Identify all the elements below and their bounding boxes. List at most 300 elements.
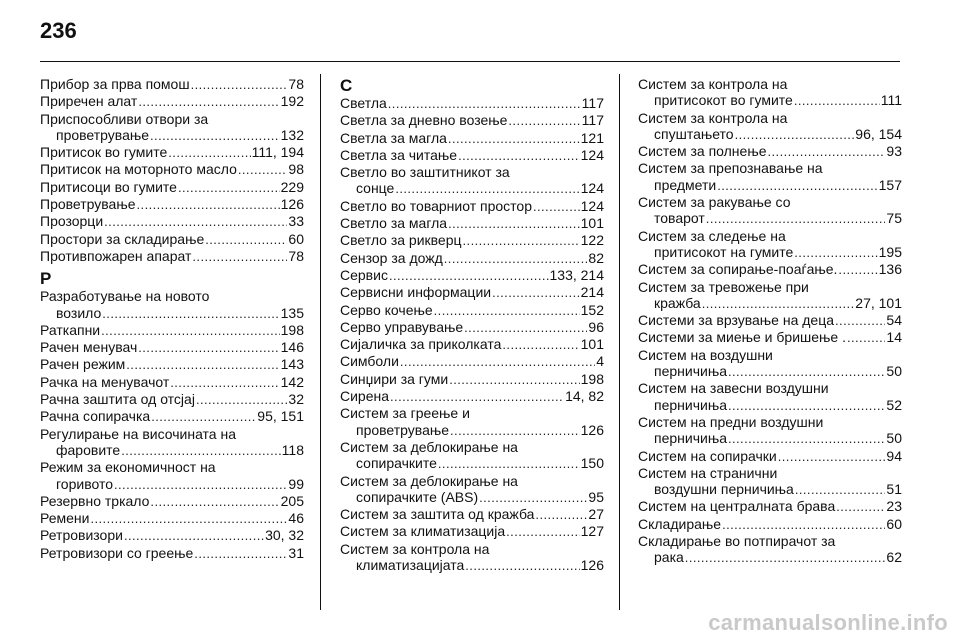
dot-leader <box>794 244 877 261</box>
index-entry <box>638 312 902 329</box>
index-entry <box>340 541 604 575</box>
dot-leader <box>104 213 287 230</box>
index-entry-line <box>40 426 304 442</box>
dot-leader <box>838 261 877 278</box>
index-entry <box>40 111 304 145</box>
index-entry-line <box>40 305 304 322</box>
index-term: Светло за рикверц <box>340 232 462 249</box>
index-entry <box>40 144 304 161</box>
index-page-ref: 32 <box>288 391 304 408</box>
index-column-1 <box>40 76 304 562</box>
index-term: Систем за контрола на <box>638 76 788 92</box>
index-page-ref: 124 <box>580 146 604 163</box>
index-entry <box>340 353 604 370</box>
index-entry <box>638 498 902 515</box>
index-term: Проветрување <box>40 196 136 213</box>
index-entry-line <box>638 430 902 447</box>
index-term: перничиња <box>654 396 727 413</box>
index-entry <box>340 147 604 164</box>
index-entry-line <box>340 284 604 301</box>
index-entry-line <box>40 248 304 265</box>
index-term: Светло во заштитникот за <box>340 164 510 181</box>
index-term: Прозорци <box>40 213 104 230</box>
index-entry <box>638 110 902 144</box>
index-entry-line <box>340 422 604 439</box>
index-page-ref: 142 <box>280 373 304 390</box>
dot-leader <box>479 489 587 506</box>
dot-leader <box>465 557 579 574</box>
index-term: Приспособливи отвори за <box>40 110 209 127</box>
dot-leader <box>205 231 287 248</box>
dot-leader <box>138 339 279 356</box>
index-entry <box>340 130 604 147</box>
index-page-ref: 135 <box>280 304 304 321</box>
dot-leader <box>137 196 280 213</box>
dot-leader <box>706 210 886 227</box>
index-entry-line <box>40 161 304 178</box>
index-term: Рачен режим <box>40 356 126 373</box>
index-term: проветрување <box>356 421 450 438</box>
index-page-ref: 126 <box>580 557 604 574</box>
index-term: Систем за деблокирање на <box>340 472 518 489</box>
column-divider <box>619 74 620 610</box>
index-term: Систем на завесни воздушни <box>638 380 829 397</box>
index-term: Простори за складирање <box>40 230 205 247</box>
index-entry-line <box>40 356 304 373</box>
dot-leader <box>449 371 579 388</box>
index-entry <box>40 248 304 265</box>
index-entry-line <box>340 164 604 180</box>
index-term: Систем за греење и <box>340 405 470 422</box>
index-entry <box>40 391 304 408</box>
dot-leader <box>150 493 279 510</box>
index-page-ref: 93 <box>886 143 902 160</box>
index-term: Складирање <box>638 515 722 532</box>
dot-leader <box>722 516 885 533</box>
dot-leader <box>448 130 580 147</box>
index-term: Притисок во гумите <box>40 144 168 161</box>
dot-leader <box>90 510 287 527</box>
index-page-ref: 214 <box>580 284 604 301</box>
dot-leader <box>389 267 549 284</box>
index-entry-line <box>40 231 304 248</box>
dot-leader <box>508 112 580 129</box>
header-rule <box>40 61 900 62</box>
index-term: Систем на предни воздушни <box>638 413 824 430</box>
dot-leader <box>191 76 288 93</box>
dot-leader <box>685 549 886 566</box>
index-column-2 <box>340 76 604 574</box>
index-entry-line <box>340 319 604 336</box>
index-entry <box>40 231 304 248</box>
index-entry <box>638 160 902 194</box>
index-entry-line <box>340 232 604 249</box>
index-entry-line <box>40 179 304 196</box>
index-entry-line <box>340 215 604 232</box>
dot-leader <box>702 295 855 312</box>
index-page-ref: 50 <box>886 363 902 380</box>
index-entry-line <box>40 111 304 127</box>
index-term: Систем на странични <box>638 464 778 481</box>
dot-leader <box>464 319 587 336</box>
index-page-ref: 50 <box>886 430 902 447</box>
index-term: Систем на воздушни <box>638 346 773 363</box>
index-entry <box>638 143 902 160</box>
dot-leader <box>768 143 886 160</box>
index-page-ref: 117 <box>581 95 604 111</box>
dot-leader <box>121 442 280 459</box>
index-entry-line <box>638 194 902 210</box>
index-entry-line <box>638 228 902 244</box>
index-term: Систем за препознавање на <box>638 160 823 177</box>
index-page-ref: 124 <box>580 197 604 214</box>
index-page-ref: 192 <box>280 93 304 110</box>
index-entry-line <box>340 371 604 388</box>
index-term: Складирање во потпирачот за <box>638 533 836 550</box>
index-entry-line <box>340 455 604 472</box>
index-entry-line <box>40 527 304 544</box>
index-page-ref: 146 <box>280 339 304 356</box>
dot-leader <box>533 198 580 215</box>
index-term: фаровите <box>56 441 121 458</box>
dot-leader <box>434 302 580 319</box>
index-term: Светло за магла <box>340 215 448 232</box>
index-page-ref: 198 <box>280 321 304 338</box>
index-entry-line <box>340 405 604 421</box>
index-page-ref: 229 <box>280 178 304 195</box>
index-entry-line <box>40 493 304 510</box>
index-entry-line <box>340 506 604 523</box>
index-page-ref: 46 <box>288 510 304 527</box>
index-entry-line <box>638 177 902 194</box>
index-page-ref: 82 <box>588 249 604 266</box>
index-page-ref: 94 <box>886 447 902 464</box>
index-entry <box>638 448 902 465</box>
index-entry-line <box>340 250 604 267</box>
dot-leader <box>168 144 250 161</box>
index-entry-line <box>638 414 902 430</box>
index-entry-line <box>638 347 902 363</box>
index-page-ref: 14, 82 <box>565 388 604 405</box>
index-entry-line <box>638 295 902 312</box>
index-entry <box>40 459 304 493</box>
index-term: Прибор за прва помош <box>40 76 190 92</box>
index-entry <box>40 426 304 460</box>
index-page-ref: 30, 32 <box>265 527 304 544</box>
index-entry-line <box>340 302 604 319</box>
index-page-ref: 157 <box>878 176 902 193</box>
index-entry-line <box>40 93 304 110</box>
index-entry <box>40 161 304 178</box>
index-term: Систем за заштита од кражба <box>340 506 535 523</box>
index-term: Ремени <box>40 510 90 527</box>
index-entry <box>340 232 604 249</box>
index-entry-line <box>340 353 604 370</box>
index-entry-line <box>340 473 604 489</box>
index-term: Ретровизори <box>40 527 123 544</box>
index-page-ref: 111, 194 <box>251 144 304 161</box>
index-page-ref: 122 <box>580 232 604 249</box>
dot-leader <box>395 180 579 197</box>
index-page-ref: 124 <box>580 180 604 197</box>
index-entry-line <box>638 143 902 160</box>
index-term: возило <box>56 304 102 321</box>
index-term: Режим за економичност на <box>40 459 216 476</box>
index-page-ref: 127 <box>580 523 604 540</box>
index-page-ref: 31 <box>288 544 304 561</box>
index-page-ref: 101 <box>580 336 604 353</box>
index-entry-line <box>638 549 902 566</box>
index-term: Систем за климатизација <box>340 523 506 540</box>
index-entry <box>638 414 902 448</box>
index-letter-heading: С <box>340 76 353 95</box>
dot-leader <box>835 312 885 329</box>
index-entry-line <box>40 391 304 408</box>
index-term: проветрување <box>56 126 150 143</box>
index-entry-line <box>40 288 304 304</box>
index-term: Серво управување <box>340 318 464 335</box>
index-term: Светло во товарниот простор <box>340 197 532 214</box>
index-entry-line <box>340 147 604 164</box>
dot-leader <box>728 363 885 380</box>
index-page-ref: 152 <box>580 301 604 318</box>
index-page-ref: 136 <box>878 261 902 278</box>
index-entry-line <box>638 329 902 346</box>
index-entry-line <box>638 279 902 295</box>
index-entry <box>638 380 902 414</box>
dot-leader <box>794 92 880 109</box>
index-term: Рачен менувач <box>40 339 138 356</box>
index-entry-line <box>40 408 304 425</box>
index-entry-line <box>638 110 902 126</box>
index-entry <box>40 339 304 356</box>
dot-leader <box>102 305 279 322</box>
index-term: Систем на централната брава <box>638 498 836 515</box>
dot-leader <box>458 147 580 164</box>
index-entry-line <box>638 533 902 549</box>
index-entry-line <box>340 95 604 112</box>
index-term: Светла за читање <box>340 146 458 163</box>
dot-leader <box>170 374 279 391</box>
index-entry-line <box>638 465 902 481</box>
index-term: Раткапни <box>40 321 101 338</box>
index-term: Синџири за гуми <box>340 370 449 387</box>
index-entry <box>40 527 304 544</box>
index-entry-line <box>340 130 604 147</box>
index-entry-line <box>638 481 902 498</box>
index-entry-line <box>638 244 902 261</box>
index-term: Систем за контрола на <box>340 540 490 557</box>
index-entry-line <box>40 545 304 562</box>
index-page-ref: 78 <box>288 76 304 92</box>
index-entry-line <box>40 213 304 230</box>
index-entry-line <box>40 476 304 493</box>
index-entry <box>340 95 604 112</box>
dot-leader <box>438 455 580 472</box>
index-term: притисокот на гумите <box>654 243 794 260</box>
dot-leader <box>138 93 279 110</box>
index-entry-line <box>638 210 902 227</box>
index-page-ref: 99 <box>288 475 304 492</box>
index-term: Систем за контрола на <box>638 109 788 126</box>
dot-leader <box>238 161 288 178</box>
index-entry <box>340 284 604 301</box>
index-term: Систем за тревожење при <box>638 278 809 295</box>
index-entry-line <box>40 374 304 391</box>
index-page-ref: 60 <box>288 230 304 247</box>
index-column-3 <box>638 76 902 567</box>
index-term: Сирена <box>340 388 390 405</box>
index-page-ref: 54 <box>886 312 902 329</box>
index-page-ref: 78 <box>288 247 304 264</box>
index-page-ref: 195 <box>878 243 902 260</box>
index-entry-line <box>40 510 304 527</box>
index-letter-heading: Р <box>40 269 52 289</box>
index-page-ref: 150 <box>580 455 604 472</box>
index-entry-line <box>40 144 304 161</box>
index-term: Приречен алат <box>40 93 138 110</box>
index-page-ref: 27, 101 <box>855 294 902 311</box>
index-entry <box>340 336 604 353</box>
index-entry <box>40 179 304 196</box>
dot-leader <box>390 388 564 405</box>
index-term: Притисоци во гумите <box>40 178 177 195</box>
index-entry <box>340 439 604 473</box>
index-page-ref: 52 <box>886 396 902 413</box>
index-term: Систем на сопирачки <box>638 447 777 464</box>
dot-leader <box>492 284 580 301</box>
index-entry <box>340 250 604 267</box>
index-term: Систем за следење на <box>638 227 786 244</box>
index-entry-line <box>340 388 604 405</box>
index-entry-line <box>340 336 604 353</box>
dot-leader <box>444 250 588 267</box>
index-entry <box>340 215 604 232</box>
index-entry-line <box>340 267 604 284</box>
index-page-ref: 60 <box>886 515 902 532</box>
index-entry <box>40 322 304 339</box>
index-entry <box>340 506 604 523</box>
index-entry <box>340 473 604 507</box>
index-term: Системи за миење и бришење . <box>638 329 846 346</box>
index-term: Сервисни информации <box>340 284 492 301</box>
index-term: сопирачките <box>356 455 437 472</box>
index-entry <box>340 388 604 405</box>
dot-leader <box>388 95 581 112</box>
index-entry <box>638 329 902 346</box>
index-entry <box>340 523 604 540</box>
index-entry <box>638 516 902 533</box>
index-term: Рачка на менувачот <box>40 373 170 390</box>
index-entry-line <box>638 448 902 465</box>
index-term: Светла за дневно возење <box>340 112 508 129</box>
index-page-ref: 4 <box>596 353 604 370</box>
index-entry <box>340 198 604 215</box>
index-entry-line <box>340 541 604 557</box>
index-term: Сервис <box>340 266 388 283</box>
index-term: Сензор за дожд <box>340 249 443 266</box>
index-term: Систем за ракување со <box>638 194 791 211</box>
index-entry <box>638 228 902 262</box>
index-entry <box>638 279 902 313</box>
index-term: Систем за сопирање-поаѓање. <box>638 261 838 278</box>
index-term: Рачна заштита од отсјај <box>40 391 195 408</box>
index-page-ref: 51 <box>886 481 902 498</box>
dot-leader <box>728 397 885 414</box>
page-number: 236 <box>40 18 77 43</box>
index-page-ref: 96, 154 <box>855 125 902 142</box>
watermark-text: carmanualsonline.info <box>708 610 948 635</box>
index-entry <box>40 493 304 510</box>
index-entry-line <box>638 363 902 380</box>
index-page-ref: 96 <box>588 318 604 335</box>
dot-leader <box>124 527 264 544</box>
dot-leader <box>448 215 580 232</box>
index-entry <box>40 196 304 213</box>
index-term: перничиња <box>654 363 727 380</box>
index-term: притисокот во гумите <box>654 92 793 109</box>
index-page-ref: 126 <box>280 196 304 213</box>
index-term: Регулирање на височината на <box>40 425 236 442</box>
index-term: Систем за полнење <box>638 143 767 160</box>
index-page-ref: 118 <box>281 441 304 458</box>
dot-leader <box>836 498 885 515</box>
dot-leader <box>178 179 280 196</box>
index-entry-line <box>40 196 304 213</box>
index-term: Светла <box>340 95 387 111</box>
index-page-ref: 143 <box>280 356 304 373</box>
dot-leader <box>126 356 279 373</box>
index-term: Сијаличка за приколката <box>340 336 502 353</box>
index-term: Ретровизори со греење <box>40 544 194 561</box>
index-entry-line <box>40 127 304 144</box>
index-page-ref: 132 <box>280 126 304 143</box>
index-entry-line <box>638 397 902 414</box>
index-term: товарот <box>654 210 705 227</box>
dot-leader <box>150 127 280 144</box>
index-page-ref: 27 <box>588 506 604 523</box>
index-page-ref: 98 <box>288 161 304 178</box>
dot-leader <box>101 322 280 339</box>
dot-leader <box>535 506 587 523</box>
index-term: перничиња <box>654 430 727 447</box>
index-page-ref: 33 <box>288 213 304 230</box>
index-entry-line <box>340 180 604 197</box>
index-term: Притисок на моторното масло <box>40 161 237 178</box>
index-term: кражба <box>654 294 701 311</box>
index-entry <box>40 356 304 373</box>
index-term: сонце <box>356 180 395 197</box>
dot-leader <box>506 523 580 540</box>
index-page-ref: 62 <box>886 549 902 566</box>
index-entry-line <box>340 112 604 129</box>
index-entry <box>40 545 304 562</box>
index-page-ref: 75 <box>886 210 902 227</box>
dot-leader <box>728 430 885 447</box>
index-page-ref: 126 <box>580 421 604 438</box>
index-entry-line <box>638 160 902 176</box>
index-entry-line <box>638 261 902 278</box>
index-entry <box>638 347 902 381</box>
index-term: Разработување на новото <box>40 288 210 305</box>
index-entry <box>40 510 304 527</box>
index-entry <box>638 194 902 228</box>
index-page-ref: 205 <box>280 492 304 509</box>
index-entry <box>40 213 304 230</box>
index-entry <box>40 408 304 425</box>
dot-leader <box>194 545 287 562</box>
index-entry-line <box>638 380 902 396</box>
